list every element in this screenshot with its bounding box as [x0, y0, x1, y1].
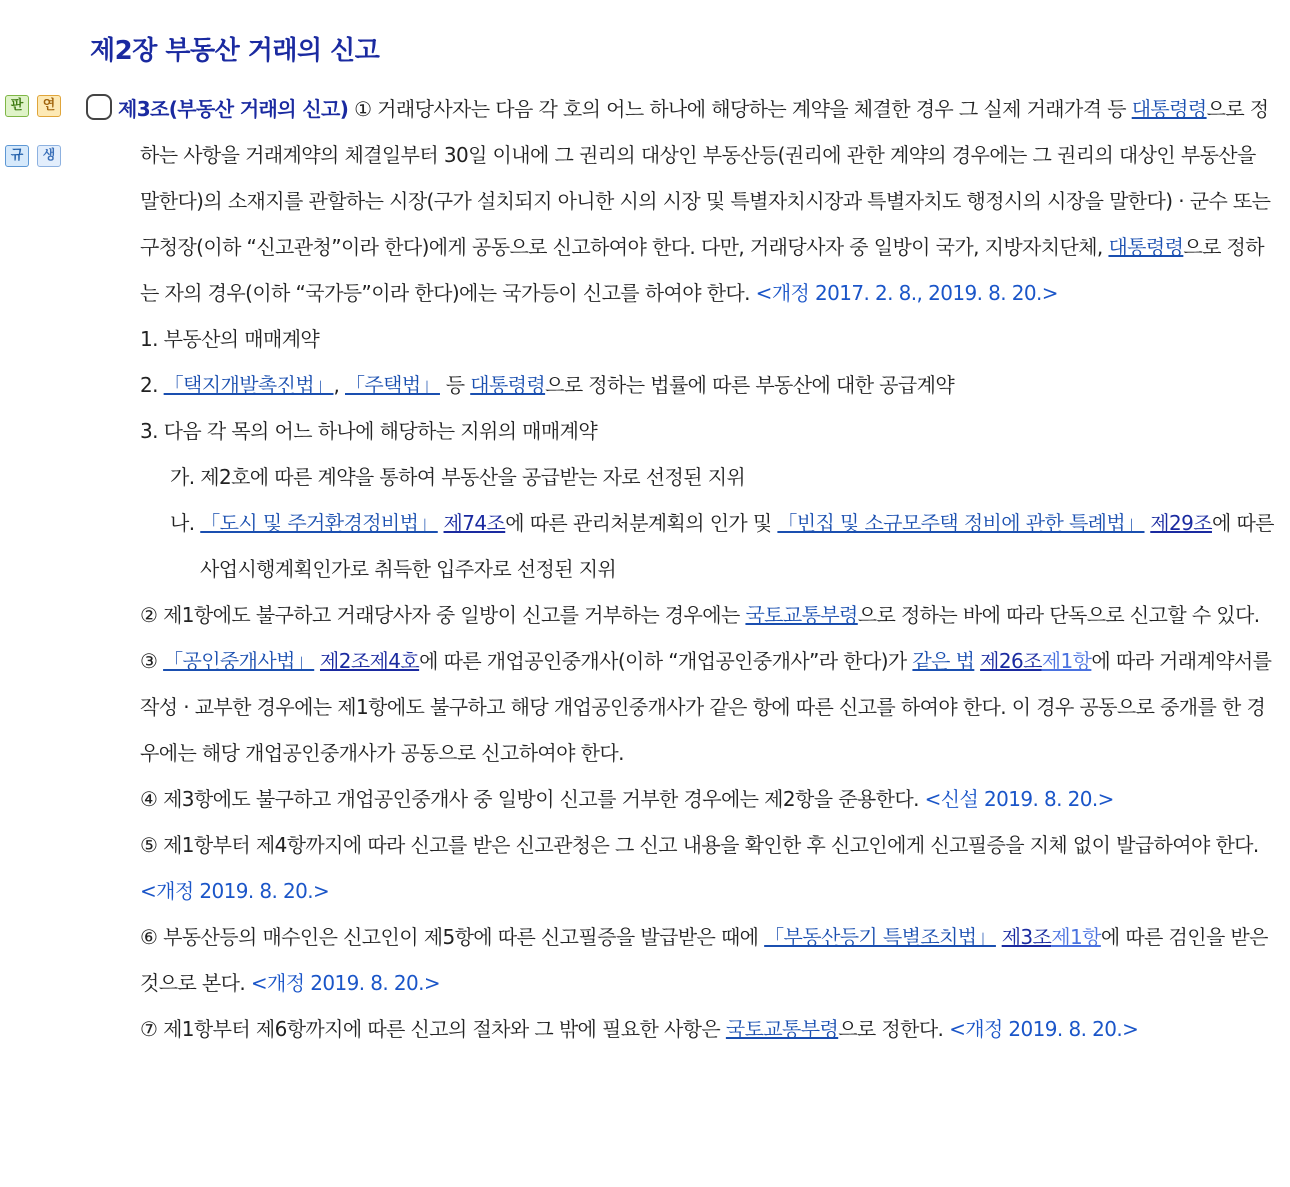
regulation-icon[interactable]: 규 — [5, 145, 29, 167]
item-3: 3. 다음 각 목의 어느 하나에 해당하는 지위의 매매계약 — [140, 419, 598, 443]
law-link[interactable]: 국토교통부령 — [725, 1017, 839, 1041]
law-link[interactable]: 「빈집 및 소규모주택 정비에 관한 특례법」 — [777, 511, 1145, 535]
article-icons — [5, 95, 81, 195]
law-link[interactable]: 대통령령 — [1131, 97, 1207, 121]
law-link[interactable]: 「주택법」 — [345, 373, 440, 397]
law-link[interactable]: 「도시 및 주거환경정비법」 — [200, 511, 438, 535]
law-link[interactable]: 국토교통부령 — [745, 603, 858, 627]
sub-item-ga: 가. 제2호에 따른 계약을 통하여 부동산을 공급받는 자로 선정된 지위 — [170, 465, 746, 489]
paragraph-3: ③ 「공인중개사법」 제2조제4호에 따른 개업공인중개사(이하 “개업공인중개사”라 한다)가 같은 법 제26조제1항에 따라 거래계약서를 작성 · 교부한 경우에는 제1항에도 불구하고 해당 개업공인중개사가 같은 항에 따른 신고를 하여야 한다. 이 경우 공동으로 중개를 한 경우에는 해당 개업공인중개사가 공동으로 신고하여야 한다. — [140, 649, 1272, 765]
amendment-note: <개정 2019. 8. 20.> — [140, 879, 330, 903]
sub-item-na: 나. 「도시 및 주거환경정비법」 제74조에 따른 관리처분계획의 인가 및 「빈집 및 소규모주택 정비에 관한 특례법」 제29조에 따른 사업시행계획인가로 취득한 입주자로 선정된 지위 — [170, 511, 1274, 581]
article-body — [118, 86, 1278, 1052]
article-checkbox[interactable] — [86, 94, 112, 120]
article-link[interactable]: 제29조 — [1150, 511, 1212, 535]
law-link[interactable]: 대통령령 — [470, 373, 546, 397]
amendment-note: <신설 2019. 8. 20.> — [924, 787, 1114, 811]
article-link[interactable]: 제2조제4호 — [319, 649, 420, 673]
law-link[interactable]: 「부동산등기 특별조치법」 — [764, 925, 996, 949]
precedent-icon[interactable]: 판 — [5, 95, 29, 117]
law-link[interactable]: 「택지개발촉진법」 — [163, 373, 334, 397]
amendment-note: <개정 2019. 8. 20.> — [949, 1017, 1139, 1041]
history-icon[interactable]: 연 — [37, 95, 61, 117]
law-link[interactable]: 「공인중개사법」 — [163, 649, 315, 673]
article-link[interactable]: 제74조 — [443, 511, 506, 535]
paragraph-4: ④ 제3항에도 불구하고 개업공인중개사 중 일방이 신고를 거부한 경우에는 제2항을 준용한다. <신설 2019. 8. 20.> — [140, 787, 1114, 811]
life-law-icon[interactable]: 생 — [37, 145, 61, 167]
paragraph-1: 제3조(부동산 거래의 신고) ① 거래당사자는 다음 각 호의 어느 하나에 해당하는 계약을 체결한 경우 그 실제 거래가격 등 대통령령으로 정하는 사항을 거래계약의 체결일부터 30일 이내에 그 권리의 대상인 부동산등(권리에 관한 계약의 경우에는 그 권리의 대상인 부동산을 말한다)의 소재지를 관할하는 시장(구가 설치되지 아니한 시의 시장 및 특별자치시장과 특별자치도 행정시의 시장을 말한다) · 군수 또는 구청장(이하 “신고관청”이라 한다)에게 공동으로 신고하여야 한다. 다만, 거래당사자 중 일방이 국가, 지방자치단체, 대통령령으로 정하는 자의 경우(이하 “국가등”이라 한다)에는 국가등이 신고를 하여야 한다. <개정 2017. 2. 8., 2019. 8. 20.> — [118, 97, 1271, 305]
clause-link[interactable]: 제1항 — [1041, 649, 1092, 673]
paragraph-6: ⑥ 부동산등의 매수인은 신고인이 제5항에 따른 신고필증을 발급받은 때에 「부동산등기 특별조치법」 제3조제1항에 따른 검인을 받은 것으로 본다. <개정 2019. 8. 20.> — [140, 925, 1268, 995]
law-link[interactable]: 같은 법 — [912, 649, 975, 673]
amendment-note: <개정 2019. 8. 20.> — [250, 971, 441, 995]
item-1: 1. 부동산의 매매계약 — [140, 327, 320, 351]
paragraph-2: ② 제1항에도 불구하고 거래당사자 중 일방이 신고를 거부하는 경우에는 국토교통부령으로 정하는 바에 따라 단독으로 신고할 수 있다. — [140, 603, 1260, 627]
article-link[interactable]: 제26조 — [980, 649, 1042, 673]
article-title: 제3조(부동산 거래의 신고) — [118, 97, 349, 121]
clause-link[interactable]: 제1항 — [1051, 925, 1101, 949]
chapter-title: 제2장 부동산 거래의 신고 — [90, 36, 380, 66]
article-link[interactable]: 제3조 — [1001, 925, 1052, 949]
paragraph-7: ⑦ 제1항부터 제6항까지에 따른 신고의 절차와 그 밖에 필요한 사항은 국토교통부령으로 정한다. <개정 2019. 8. 20.> — [140, 1017, 1139, 1041]
amendment-note: <개정 2017. 2. 8., 2019. 8. 20.> — [755, 281, 1058, 305]
item-2: 2. 「택지개발촉진법」, 「주택법」 등 대통령령으로 정하는 법률에 따른 부동산에 대한 공급계약 — [140, 373, 955, 397]
paragraph-5: ⑤ 제1항부터 제4항까지에 따라 신고를 받은 신고관청은 그 신고 내용을 확인한 후 신고인에게 신고필증을 지체 없이 발급하여야 한다. <개정 2019. 8. 20.> — [140, 833, 1259, 903]
law-link[interactable]: 대통령령 — [1108, 235, 1184, 259]
